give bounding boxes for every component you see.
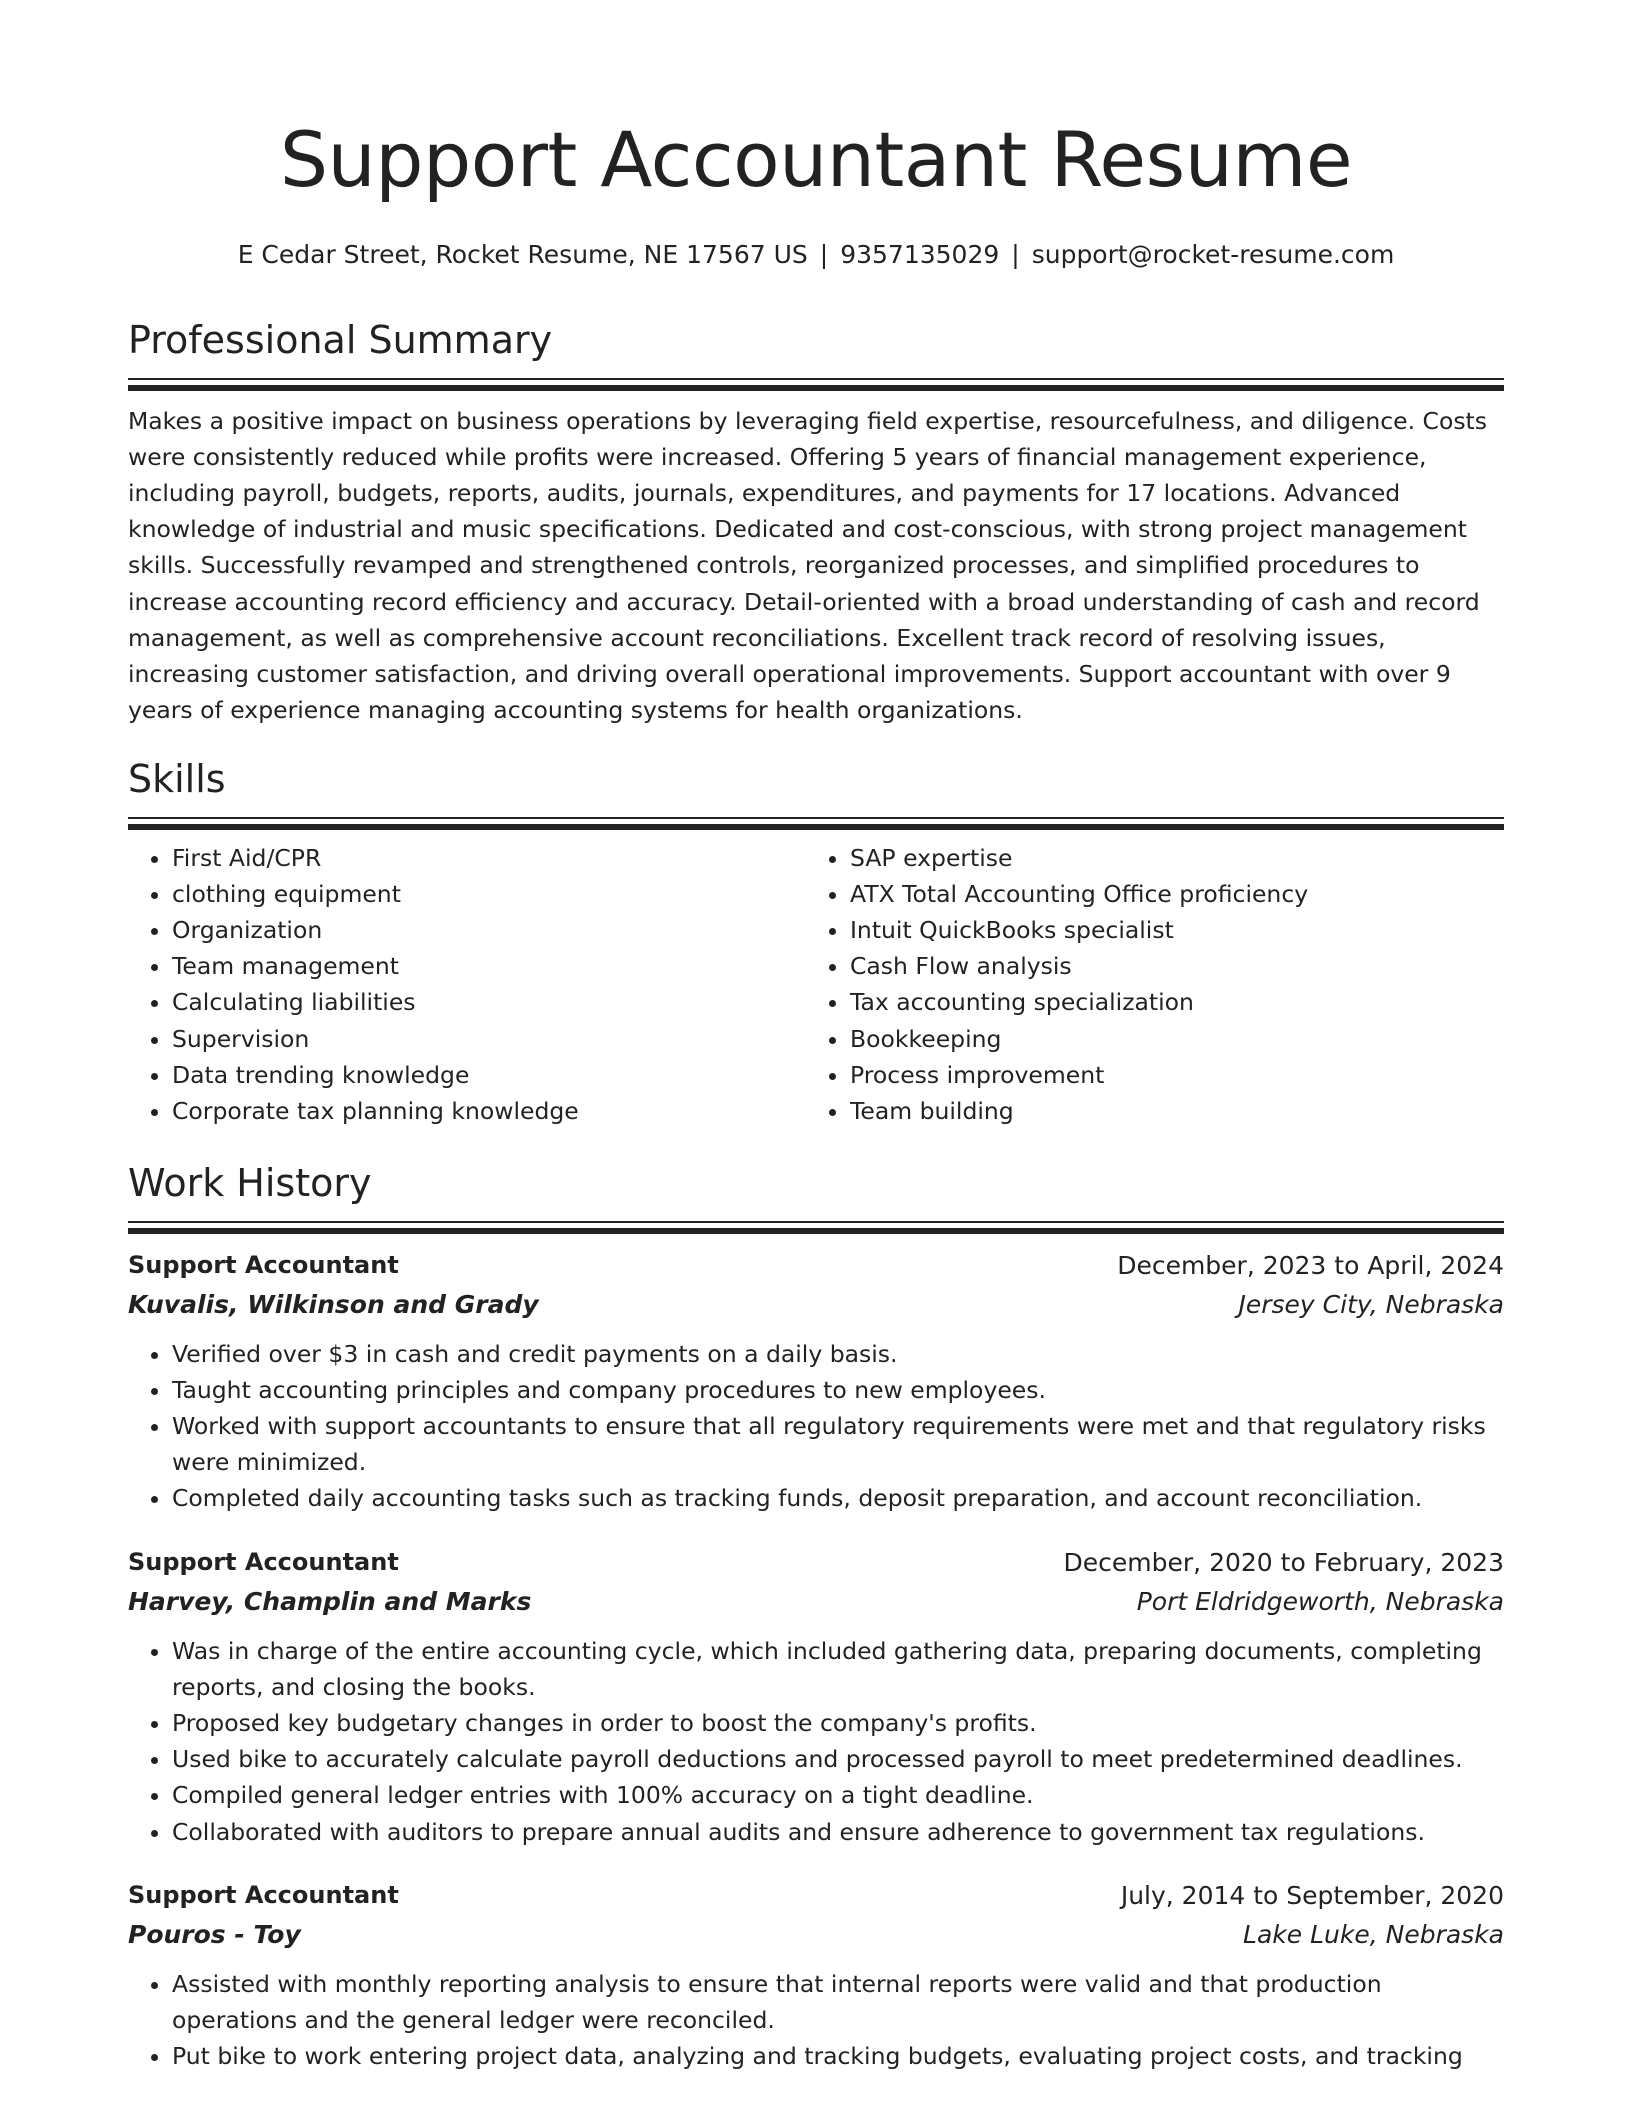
job-title: Support Accountant xyxy=(128,1250,399,1279)
summary-text: Makes a positive impact on business operations by leveraging field expertise, resourcefulness, and diligence. Costs were consistently reduced while profits were increased. Offering 5 years of financial management experience, including payroll, budgets, reports, audits, journals, expenditures, and payments for 17 locations. Advanced knowledge of industrial and music specifications. Dedicated and cost-conscious, with strong project management skills. Successfully revamped and strengthened controls, reorganized processes, and simplified procedures to increase accounting record efficiency and accuracy. Detail-oriented with a broad understanding of cash and record management, as well as comprehensive account reconciliations. Excellent track record of resolving issues, increasing customer satisfaction, and driving overall operational improvements. Support accountant with over 9 years of experience managing accounting systems for health organizations. xyxy=(128,406,1488,725)
job-duty: • Taught accounting principles and company procedures to new employees. xyxy=(172,1372,1504,1408)
skills-heading: Skills xyxy=(128,757,226,801)
skills-section xyxy=(128,757,1504,1129)
job-company-row xyxy=(128,1915,1504,1954)
job-duty: • Collaborated with auditors to prepare annual audits and ensure adherence to government tax regulations. xyxy=(172,1814,1504,1850)
job-title: Support Accountant xyxy=(128,1547,399,1576)
skill-item: • First Aid/CPR xyxy=(172,840,806,876)
summary-section xyxy=(128,318,1504,728)
job-title: Support Accountant xyxy=(128,1880,399,1909)
job-duty: • Used bike to accurately calculate payroll deductions and processed payroll to meet predetermined deadlines. xyxy=(172,1741,1504,1777)
skill-item: • Supervision xyxy=(172,1021,806,1057)
job-company-row xyxy=(128,1582,1504,1621)
contact-email: support@rocket-resume.com xyxy=(1031,240,1395,269)
skill-item: • Organization xyxy=(172,912,806,948)
job-duty: • Put bike to work entering project data, analyzing and tracking budgets, evaluating project costs, and tracking xyxy=(172,2038,1504,2074)
job-duty: • Completed daily accounting tasks such as tracking funds, deposit preparation, and account reconciliation. xyxy=(172,1480,1504,1516)
summary-heading: Professional Summary xyxy=(128,318,553,362)
skill-item: • SAP expertise xyxy=(850,840,1484,876)
contact-separator: | xyxy=(819,240,829,269)
job-company: Kuvalis, Wilkinson and Grady xyxy=(128,1289,539,1319)
job-dates: December, 2020 to February, 2023 xyxy=(1063,1547,1504,1577)
skill-item: • Team management xyxy=(172,948,806,984)
job-duties-list xyxy=(128,1966,1504,2075)
job-dates: July, 2014 to September, 2020 xyxy=(1120,1880,1504,1910)
job-header-row xyxy=(128,1246,1504,1285)
job-dates: December, 2023 to April, 2024 xyxy=(1117,1250,1504,1280)
skill-item: • Data trending knowledge xyxy=(172,1057,806,1093)
section-divider xyxy=(128,817,1504,828)
job-duties-list xyxy=(128,1633,1504,1850)
job-location: Port Eldridgeworth, Nebraska xyxy=(1136,1586,1504,1616)
job-entry xyxy=(128,1876,1504,2075)
job-entry xyxy=(128,1246,1504,1517)
section-divider xyxy=(128,1221,1504,1232)
job-location: Jersey City, Nebraska xyxy=(1238,1289,1504,1319)
skill-item: • Team building xyxy=(850,1093,1484,1129)
job-duties-list xyxy=(128,1336,1504,1517)
job-location: Lake Luke, Nebraska xyxy=(1243,1919,1504,1949)
skill-item: • Intuit QuickBooks specialist xyxy=(850,912,1484,948)
job-duty: • Was in charge of the entire accounting cycle, which included gathering data, preparing documents, completing reports, and closing the books. xyxy=(172,1633,1504,1705)
contact-phone: 9357135029 xyxy=(840,240,1000,269)
job-header-row xyxy=(128,1876,1504,1915)
skill-item: • Corporate tax planning knowledge xyxy=(172,1093,806,1129)
job-company-row xyxy=(128,1285,1504,1324)
job-header-row xyxy=(128,1543,1504,1582)
skills-grid xyxy=(128,840,1504,1130)
work-history-heading: Work History xyxy=(128,1161,372,1205)
contact-separator: | xyxy=(1011,240,1020,269)
resume-name: Support Accountant Resume xyxy=(279,115,1353,204)
job-duty: • Verified over $3 in cash and credit payments on a daily basis. xyxy=(172,1336,1504,1372)
job-duty: • Worked with support accountants to ensure that all regulatory requirements were met and that regulatory risks were minimized. xyxy=(172,1408,1504,1480)
contact-address: E Cedar Street, Rocket Resume, NE 17567 US xyxy=(237,240,808,269)
skill-item: • Process improvement xyxy=(850,1057,1484,1093)
skill-item: • ATX Total Accounting Office proficiency xyxy=(850,876,1484,912)
section-divider xyxy=(128,378,1504,389)
job-entry xyxy=(128,1543,1504,1850)
job-duty: • Assisted with monthly reporting analysis to ensure that internal reports were valid and that production operations and the general ledger were reconciled. xyxy=(172,1966,1504,2038)
skill-item: • Tax accounting specialization xyxy=(850,984,1484,1020)
skill-item: • clothing equipment xyxy=(172,876,806,912)
contact-line xyxy=(128,240,1504,269)
skill-item: • Cash Flow analysis xyxy=(850,948,1484,984)
job-duty: • Compiled general ledger entries with 100% accuracy on a tight deadline. xyxy=(172,1777,1504,1813)
skills-list-left xyxy=(128,840,806,1130)
skill-item: • Bookkeeping xyxy=(850,1021,1484,1057)
job-duty: • Proposed key budgetary changes in order to boost the company's profits. xyxy=(172,1705,1504,1741)
skill-item: • Calculating liabilities xyxy=(172,984,806,1020)
job-company: Harvey, Champlin and Marks xyxy=(128,1586,532,1616)
skills-list-right xyxy=(806,840,1484,1130)
job-company: Pouros - Toy xyxy=(128,1919,301,1949)
work-history-section xyxy=(128,1161,1504,2074)
